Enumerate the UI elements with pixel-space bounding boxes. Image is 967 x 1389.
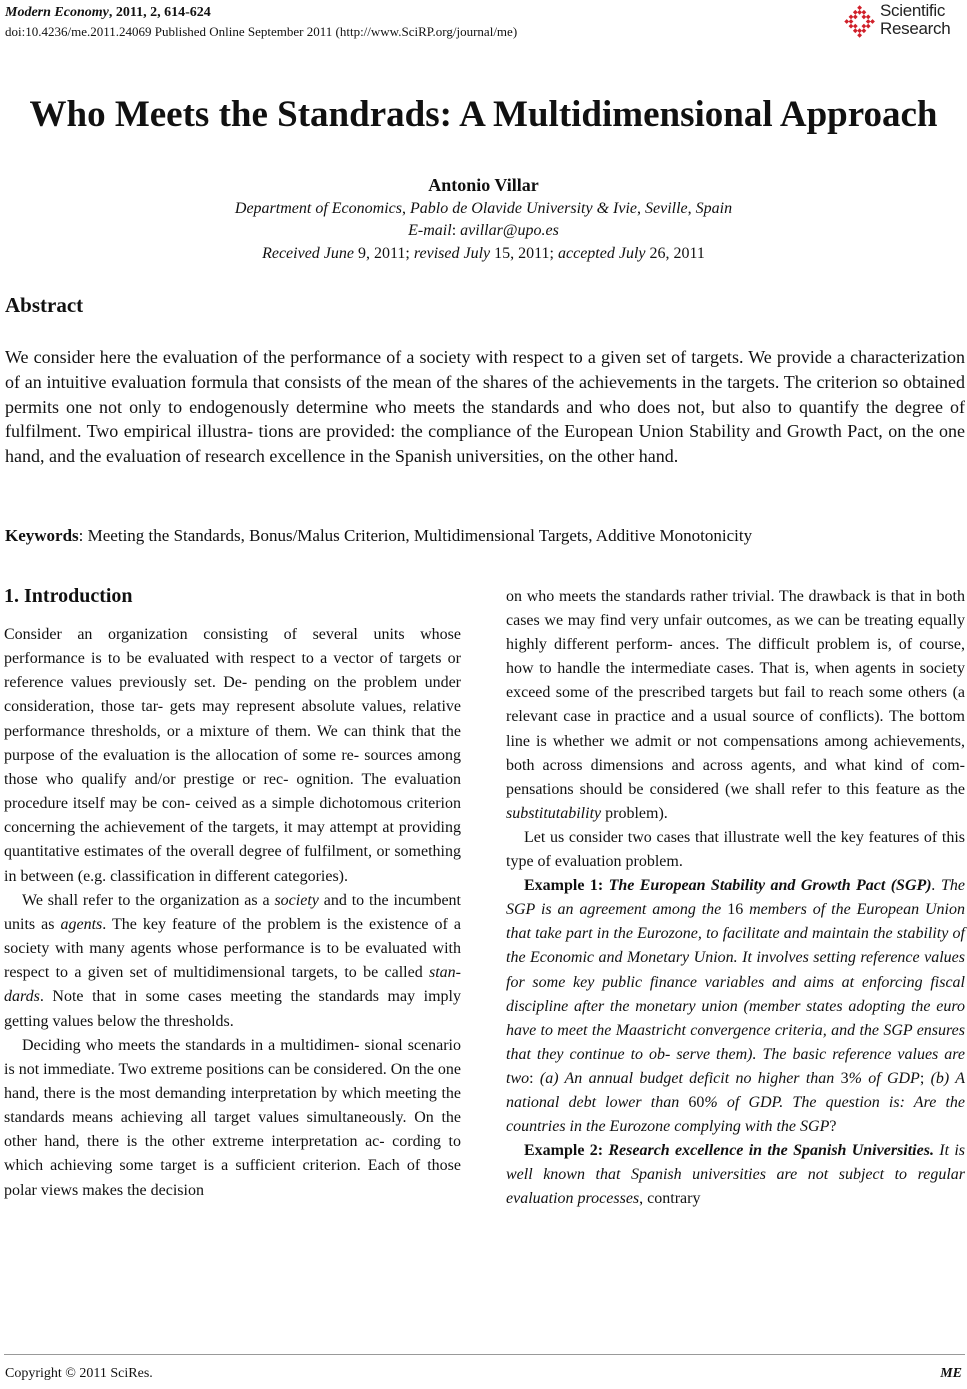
doi-line: doi:10.4236/me.2011.24069 Published Online September 2011 (http://www.SciRP.org/journal/me) xyxy=(5,24,518,39)
logo-square xyxy=(853,24,858,29)
example-1-label: Example 1: xyxy=(524,877,609,895)
example-1-number-3: 3 xyxy=(840,1069,849,1087)
example-1-text-f: % of GDP. The question is: Are the countries in the Eurozone complying with the SGP xyxy=(506,1093,965,1136)
keywords-line xyxy=(5,524,967,548)
logo-square xyxy=(853,10,858,15)
example-1-number-16: 16 xyxy=(727,901,744,919)
accepted-label: accepted July xyxy=(558,245,646,262)
logo-square xyxy=(866,14,871,19)
keywords-label: Keywords xyxy=(5,526,79,545)
abstract-text: We consider here the evaluation of the performance of a society with respect to a given set of targets. We provide a characterization of an intuitive evaluation formula that consists of the mean of the shares of the achievements in the targets. The criterion so obtained permits one not only to endogenously determine who meets the standards and who does not, but also to quantify the degree of fulfilment. Two empirical illustra- tions are provided: the compliance of the European Union Stability and Growth Pact, on the one hand, and the evaluation of research excellence in the Spanish universities, on the other hand. xyxy=(5,347,965,467)
p2-text-b: and to the incumbent units as xyxy=(4,891,461,933)
footer-copyright: Copyright © 2011 SciRes. xyxy=(5,1366,153,1381)
author-email-line: E-mail: avillar@upo.es xyxy=(408,222,559,239)
logo-square xyxy=(849,19,854,24)
example-2-label: Example 2: xyxy=(524,1142,609,1160)
logo-line1: Scientific xyxy=(880,1,946,20)
logo-square xyxy=(853,14,858,19)
revised-label: revised July xyxy=(413,245,491,262)
example-2 xyxy=(506,1139,965,1211)
logo-square xyxy=(870,19,875,24)
journal-citation xyxy=(5,4,211,22)
logo-square xyxy=(866,19,871,24)
footer-divider xyxy=(4,1354,965,1355)
logo-square xyxy=(861,14,866,19)
keywords-text: : Meeting the Standards, Bonus/Malus Criterion, Multidimensional Targets, Additive Monotonicity xyxy=(78,526,753,545)
logo-square xyxy=(857,33,862,38)
example-1-number-60: 60 xyxy=(688,1093,705,1111)
logo-mark-icon xyxy=(843,4,877,40)
p2-text-a: We shall refer to the organization as a xyxy=(22,891,275,909)
logo-square xyxy=(849,24,854,29)
email-address: avillar@upo.es xyxy=(460,222,559,239)
example-1-text-c: (a) An annual budget deficit no higher than xyxy=(539,1069,841,1087)
logo-line2: Research xyxy=(880,19,951,38)
logo-square xyxy=(853,28,858,33)
example-1-question-mark: ? xyxy=(829,1118,837,1136)
example-1-text-e: (b) A national debt lower than xyxy=(506,1069,966,1111)
logo-square xyxy=(861,24,866,29)
article-dates xyxy=(0,243,967,264)
abstract-heading: Abstract xyxy=(5,293,84,317)
example-1-text-d: % of GDP xyxy=(848,1069,920,1087)
received-date: 9, 2011; xyxy=(358,245,410,262)
example-2-text: It is well known that Spanish universities are not subject to regular evaluation processes xyxy=(506,1142,965,1208)
author-affiliation: Department of Economics, Pablo de Olavide University & Ivie, Seville, Spain xyxy=(234,200,733,217)
affiliation-university: Pablo de Olavide University & Ivie xyxy=(409,200,638,217)
affiliation-dept: Department of Economics xyxy=(234,200,402,217)
example-1-text-a: . The SGP is an agreement among the xyxy=(506,877,965,919)
right-column xyxy=(506,585,965,1211)
logo-square xyxy=(857,10,862,15)
logo-square xyxy=(844,19,849,24)
paper-title: Who Meets the Standrads: A Multidimensional Approach xyxy=(29,94,938,135)
accepted-date: 26, 2011 xyxy=(649,245,705,262)
scirp-logo xyxy=(843,2,965,42)
logo-square xyxy=(866,24,871,29)
example-1-semicolon: ; xyxy=(919,1069,931,1087)
p2-text-c: . The key feature of the problem is the existence of a society with many agents whose performance is to be evaluated with respect to a given set of multidimensional targets, to be called xyxy=(4,915,461,982)
affiliation-country: Spain xyxy=(695,200,733,217)
received-label: Received June xyxy=(262,245,355,262)
term-standards: stan- dards xyxy=(4,964,461,1006)
example-1-colon: : xyxy=(529,1069,540,1087)
p4-text-a: on who meets the standards rather trivial. The drawback is that in both cases we may find very unfair outcomes, as we can be treating equally highly different perform- ances. The difficult problem is, of course, how to handle the intermediate cases. That is, when agents in society exceed some of the prescribed targets but fail to reach some others (a relevant case in practice and a usual source of conflicts). The bottom line is whether we admit or not compensations among achievements, both across dimensions and across agents, and what kind of com- pensations should be considered (we shall refer to this feature as the xyxy=(506,588,965,798)
revised-date: 15, 2011; xyxy=(494,245,554,262)
example-2-title: Research excellence in the Spanish Universities. xyxy=(608,1142,934,1160)
journal-volume: , 2011, 2, 614-624 xyxy=(108,5,211,20)
example-1-text-b: members of the European Union that take part in the Eurozone, to facilitate and maintain the stability of the Economic and Monetary Union. It involves setting reference values for some key public finance variables and aims at enforcing fiscal discipline after the monetary union (member states adopting the euro have to meet the Maastricht convergence criteria, and the SGP ensures that they continue to ob- serve them). The basic reference values are two xyxy=(506,901,966,1087)
logo-square xyxy=(861,10,866,15)
journal-name: Modern Economy xyxy=(5,5,109,20)
intro-paragraph-1: Consider an organization consisting of several units whose performance is to be evaluated with respect to a vector of targets or reference values previously set. De- pending on the problem under consideration, those tar- gets may represent absolute values, relative performance thresholds, or a mixture of them. We can think that the purpose of the evaluation is the allocation of some re- sources among those who qualify and/or prestige or rec- ognition. The evaluation procedure itself may be con- ceived as a simple dichotomous criterion concerning the achievement of the targets, it may attempt at providing quantitative estimates of the overall degree of fulfilment, or something in between (e.g. classification in different categories). xyxy=(4,626,461,885)
intro-paragraph-3: Deciding who meets the standards in a multidimen- sional scenario is not immediate. Two extreme positions can be considered. On the one hand, there is the most demanding interpretation by which meeting the standards means achieving all target values simultaneously. On the other hand, there is the other extreme interpretation ac- cording to which achieving some target is a sufficient criterion. Each of those polar views makes the decision xyxy=(4,1036,461,1199)
email-label: E-mail xyxy=(408,222,452,239)
section-heading: 1. Introduction xyxy=(4,585,133,607)
left-column xyxy=(4,583,461,1203)
term-substitutability: substitutability xyxy=(506,804,602,822)
affiliation-city: Seville xyxy=(645,200,688,217)
example-2-comma: , contrary xyxy=(639,1190,701,1208)
p2-text-d: . Note that in some cases meeting the standards may imply getting values below the thresholds. xyxy=(4,988,461,1030)
logo-text xyxy=(880,2,950,38)
term-agents: agents xyxy=(60,915,103,933)
intro-paragraph-2 xyxy=(4,889,461,1034)
author-name: Antonio Villar xyxy=(428,175,539,195)
logo-square xyxy=(861,28,866,33)
p4-text-b: problem). xyxy=(601,804,668,822)
intro-paragraph-5: Let us consider two cases that illustrate well the key features of this type of evaluation problem. xyxy=(506,828,965,871)
intro-paragraph-4 xyxy=(506,585,965,826)
example-1-title: The European Stability and Growth Pact (SGP) xyxy=(608,877,932,895)
logo-square xyxy=(849,14,854,19)
term-society: society xyxy=(274,891,319,909)
example-1 xyxy=(506,874,965,1139)
logo-square xyxy=(857,28,862,33)
footer-journal-abbr: ME xyxy=(940,1366,962,1381)
logo-square xyxy=(857,5,862,10)
